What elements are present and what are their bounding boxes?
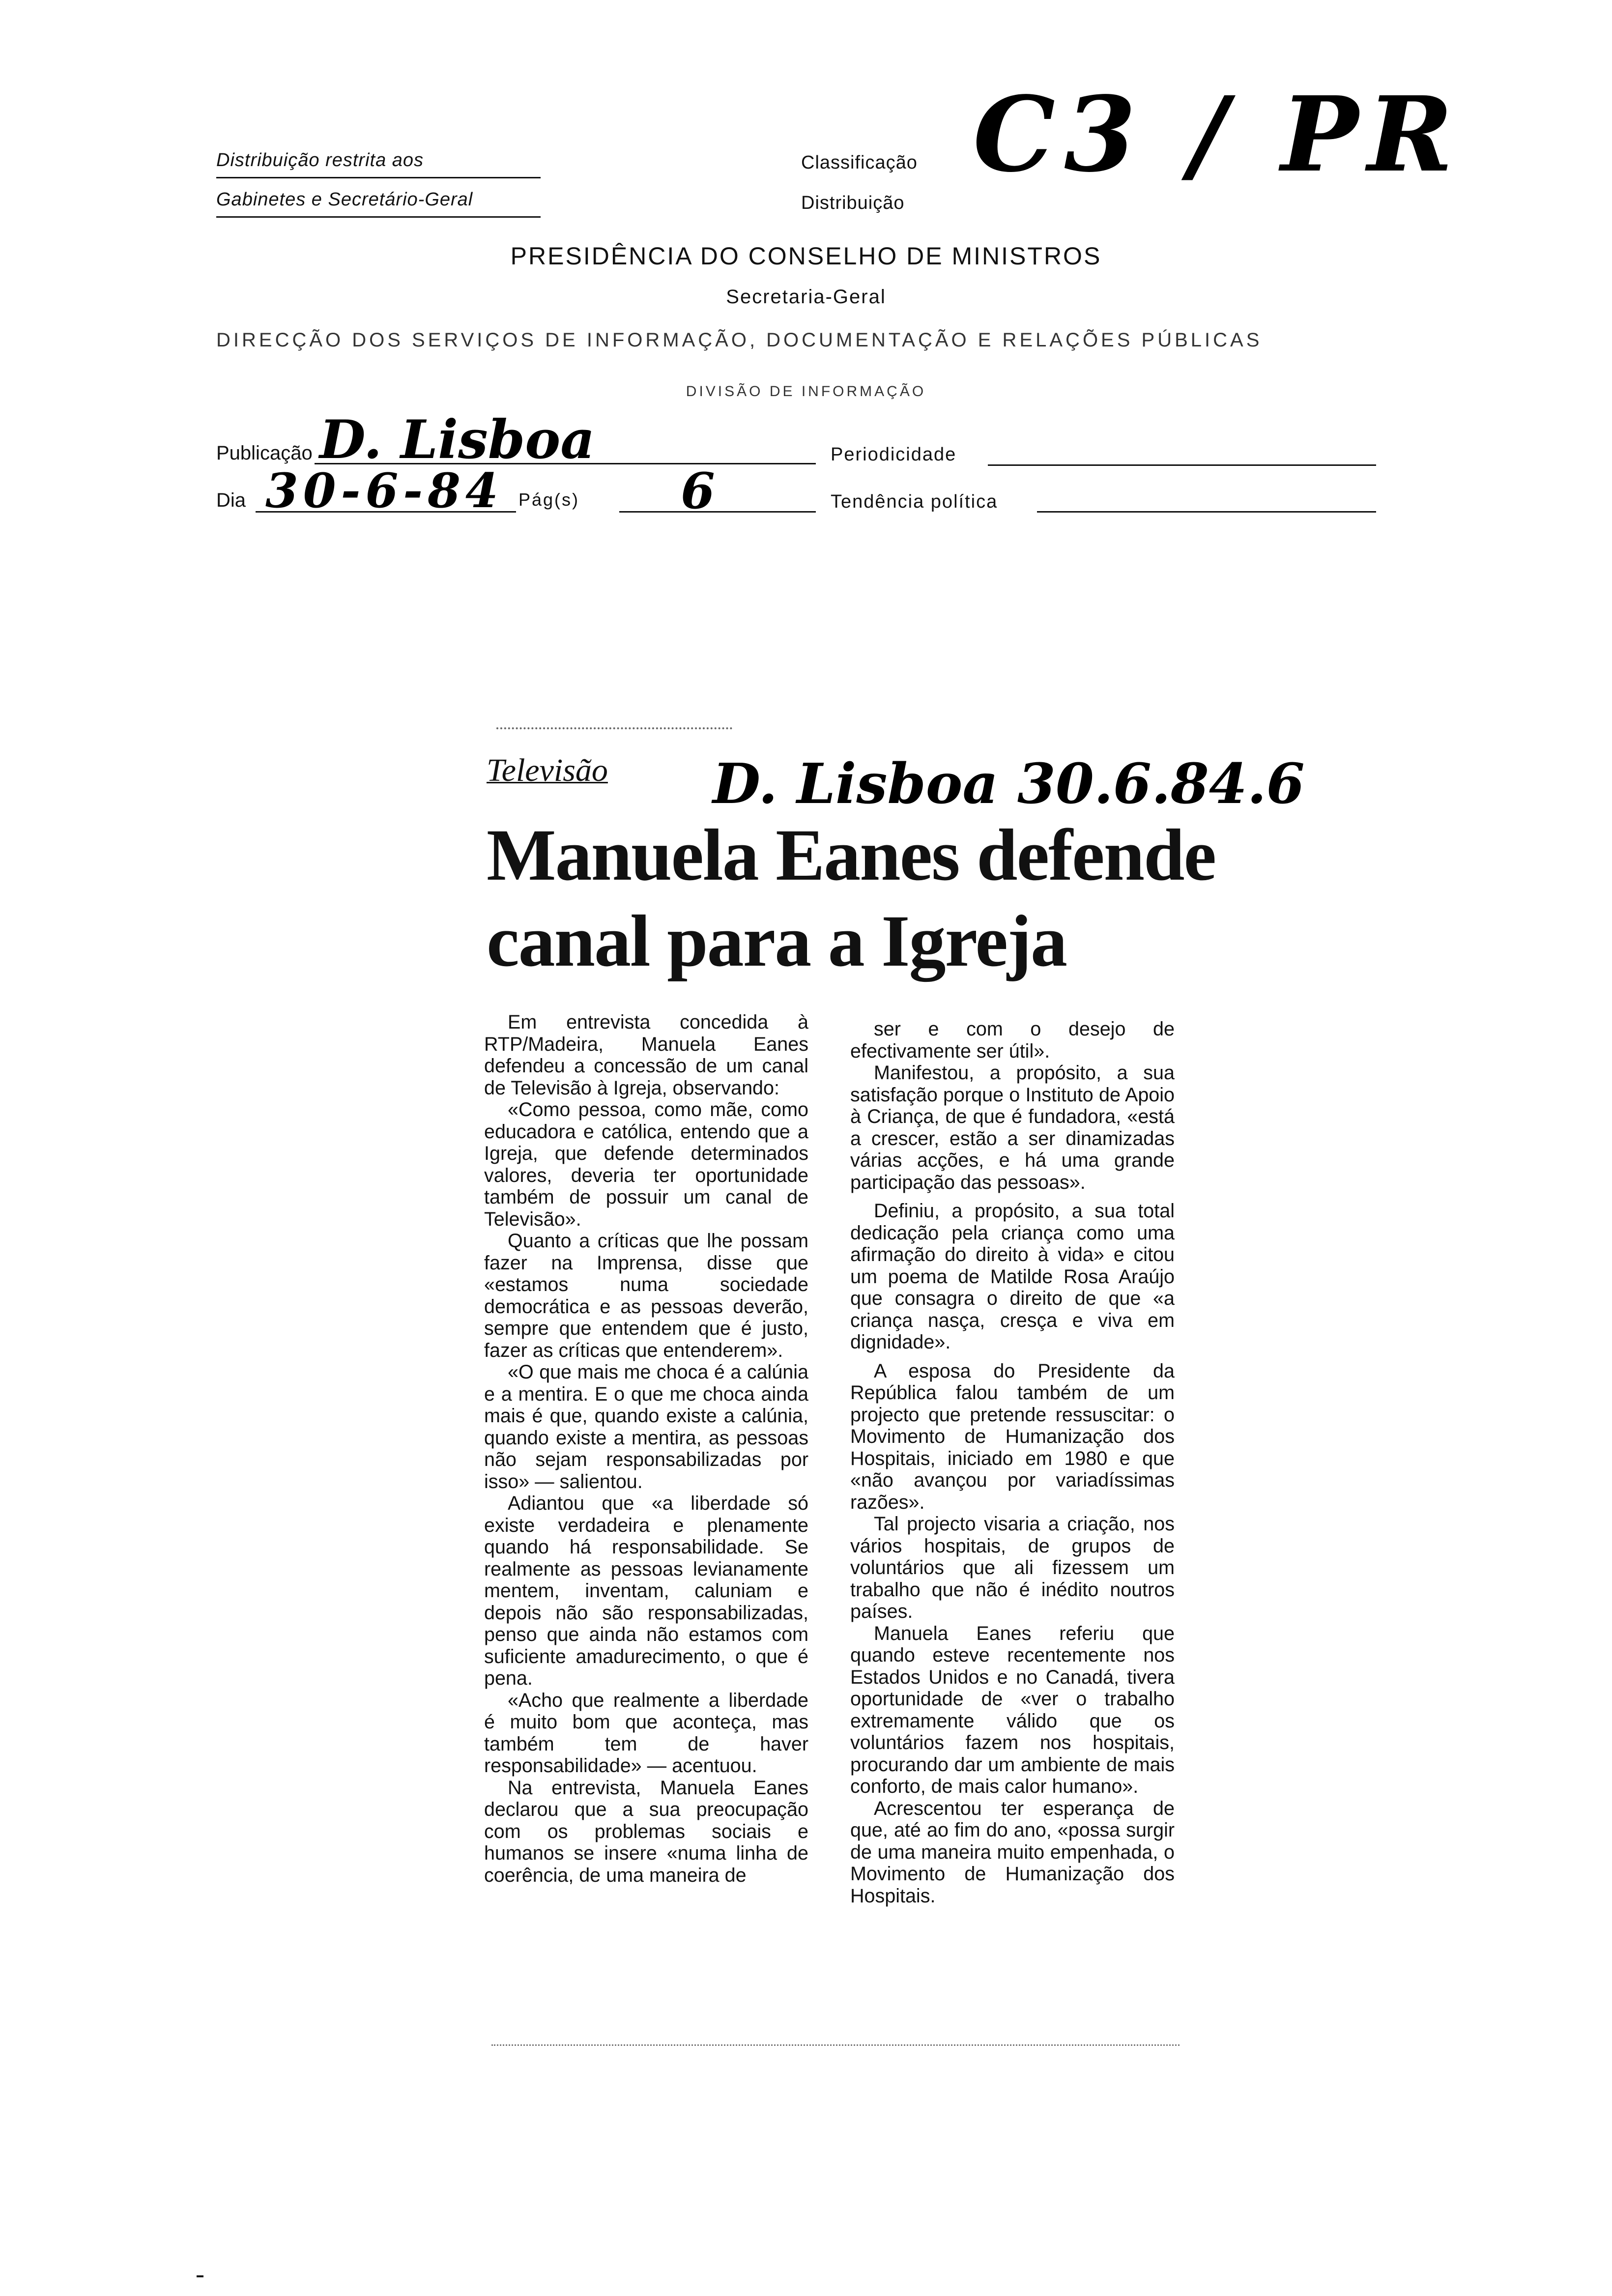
article-title-line-1: Manuela Eanes defende	[487, 814, 1216, 896]
secretariat-heading: Secretaria-Geral	[726, 286, 886, 308]
classification-label: Classificação	[801, 152, 918, 173]
periodicity-field	[988, 445, 1376, 466]
col1-paragraph: «O que mais me choca é a calúnia e a mentira. E o que me choca ainda mais é que, quando existe a calúnia, quando existe a mentira, as pessoas não sejam responsabilizadas por isso» — salientou.	[484, 1361, 808, 1492]
header-divider-2	[216, 216, 541, 218]
presidency-heading: PRESIDÊNCIA DO CONSELHO DE MINISTROS	[510, 242, 1102, 270]
section-label: Televisão	[487, 752, 608, 788]
pages-label: Pág(s)	[518, 489, 580, 510]
direction-heading: DIRECÇÃO DOS SERVIÇOS DE INFORMAÇÃO, DOCUMENTAÇÃO E RELAÇÕES PÚBLICAS	[216, 329, 1263, 351]
periodicity-label: Periodicidade	[831, 444, 957, 465]
article-column-1	[484, 1011, 808, 1886]
col1-paragraph: Na entrevista, Manuela Eanes declarou que a sua preocupação com os problemas sociais e humanos se insere «numa linha de coerência, de uma maneira de	[484, 1777, 808, 1886]
day-field	[256, 463, 516, 518]
distribution-cabinets-line: Gabinetes e Secretário-Geral	[216, 189, 473, 210]
pages-field	[619, 462, 816, 520]
col2-paragraph: Manifestou, a propósito, a sua satisfação porque o Instituto de Apoio à Criança, de que é fundadora, «está a crescer, estão a ser dinamizadas várias acções, e há uma grande participação das pessoas».	[850, 1062, 1175, 1193]
political-tendency-field	[1037, 491, 1376, 513]
col2-paragraph: Definiu, a propósito, a sua total dedicação pela criança como uma afirmação do direito à vida» e citou um poema de Matilde Rosa Araújo que consagra o direito de que «a criança nasça, cresça e viva em dignidade».	[850, 1200, 1175, 1353]
col1-paragraph: «Acho que realmente a liberdade é muito bom que aconteça, mas também tem de haver responsabilidade» — acentuou.	[484, 1689, 808, 1777]
distribution-restricted-line: Distribuição restrita aos	[216, 150, 424, 171]
col1-paragraph: Em entrevista concedida à RTP/Madeira, Manuela Eanes defendeu a concessão de um canal de Televisão à Igreja, observando:	[484, 1011, 808, 1099]
scan-mark	[197, 2275, 203, 2277]
header-divider	[216, 177, 541, 178]
article-title-line-2: canal para a Igreja	[487, 900, 1066, 982]
col2-paragraph: A esposa do Presidente da República falou também de um projecto que pretende ressuscitar: o Movimento de Humanização dos Hospitais, iniciado em 1980 e que «não avançou por variadíssimas razões».	[850, 1360, 1175, 1513]
col2-paragraph: Manuela Eanes referiu que quando esteve recentemente nos Estados Unidos e no Canadá, tivera oportunidade de «ver o trabalho extremamente válido que os voluntários fazem nos hospitais, procurando dar um ambiente de mais conforto, de mais calor humano».	[850, 1622, 1175, 1797]
distribution-label: Distribuição	[801, 193, 905, 213]
publication-label: Publicação	[216, 442, 313, 464]
political-tendency-label: Tendência política	[831, 491, 998, 512]
publication-handwritten-value: D. Lisboa	[319, 409, 595, 471]
day-label: Dia	[216, 489, 246, 511]
col1-paragraph: «Como pessoa, como mãe, como educadora e católica, entendo que a Igreja, que defende determinados valores, deveria ter oportunidade também de possuir um canal de Televisão».	[484, 1099, 808, 1230]
col2-paragraph: Acrescentou ter esperança de que, até ao fim do ano, «possa surgir de uma maneira muito empenhada, o Movimento de Humanização dos Hospitais.	[850, 1797, 1175, 1907]
handwritten-classification-code: C3 / PR	[973, 74, 1462, 195]
col2-paragraph: Tal projecto visaria a criação, nos vários hospitais, de grupos de voluntários que ali fizessem um trabalho que não é inédito noutros países.	[850, 1513, 1175, 1622]
clipping-bottom-edge	[491, 2044, 1180, 2046]
col1-paragraph: Adiantou que «a liberdade só existe verdadeira e plenamente quando há responsabilidade. Se realmente as pessoas levianamente mentem, inventam, caluniam e depois não são responsabilizadas, penso que ainda não estamos com suficiente amadurecimento, o que é pena.	[484, 1492, 808, 1689]
col1-paragraph: Quanto a críticas que lhe possam fazer na Imprensa, disse que «estamos numa sociedade democrática e as pessoas deverão, sempre que entendem que é justo, fazer as críticas que entenderem».	[484, 1230, 808, 1361]
day-handwritten-value: 30-6-84	[265, 463, 503, 518]
clipping-edge	[496, 727, 732, 729]
article-column-2	[850, 1018, 1175, 1907]
col2-paragraph: ser e com o desejo de efectivamente ser útil».	[850, 1018, 1175, 1062]
handwritten-source-note: D. Lisboa 30.6.84.6	[713, 752, 1305, 816]
division-heading: DIVISÃO DE INFORMAÇÃO	[686, 383, 926, 400]
pages-handwritten-value: 6	[681, 462, 715, 520]
publication-field	[315, 409, 816, 471]
